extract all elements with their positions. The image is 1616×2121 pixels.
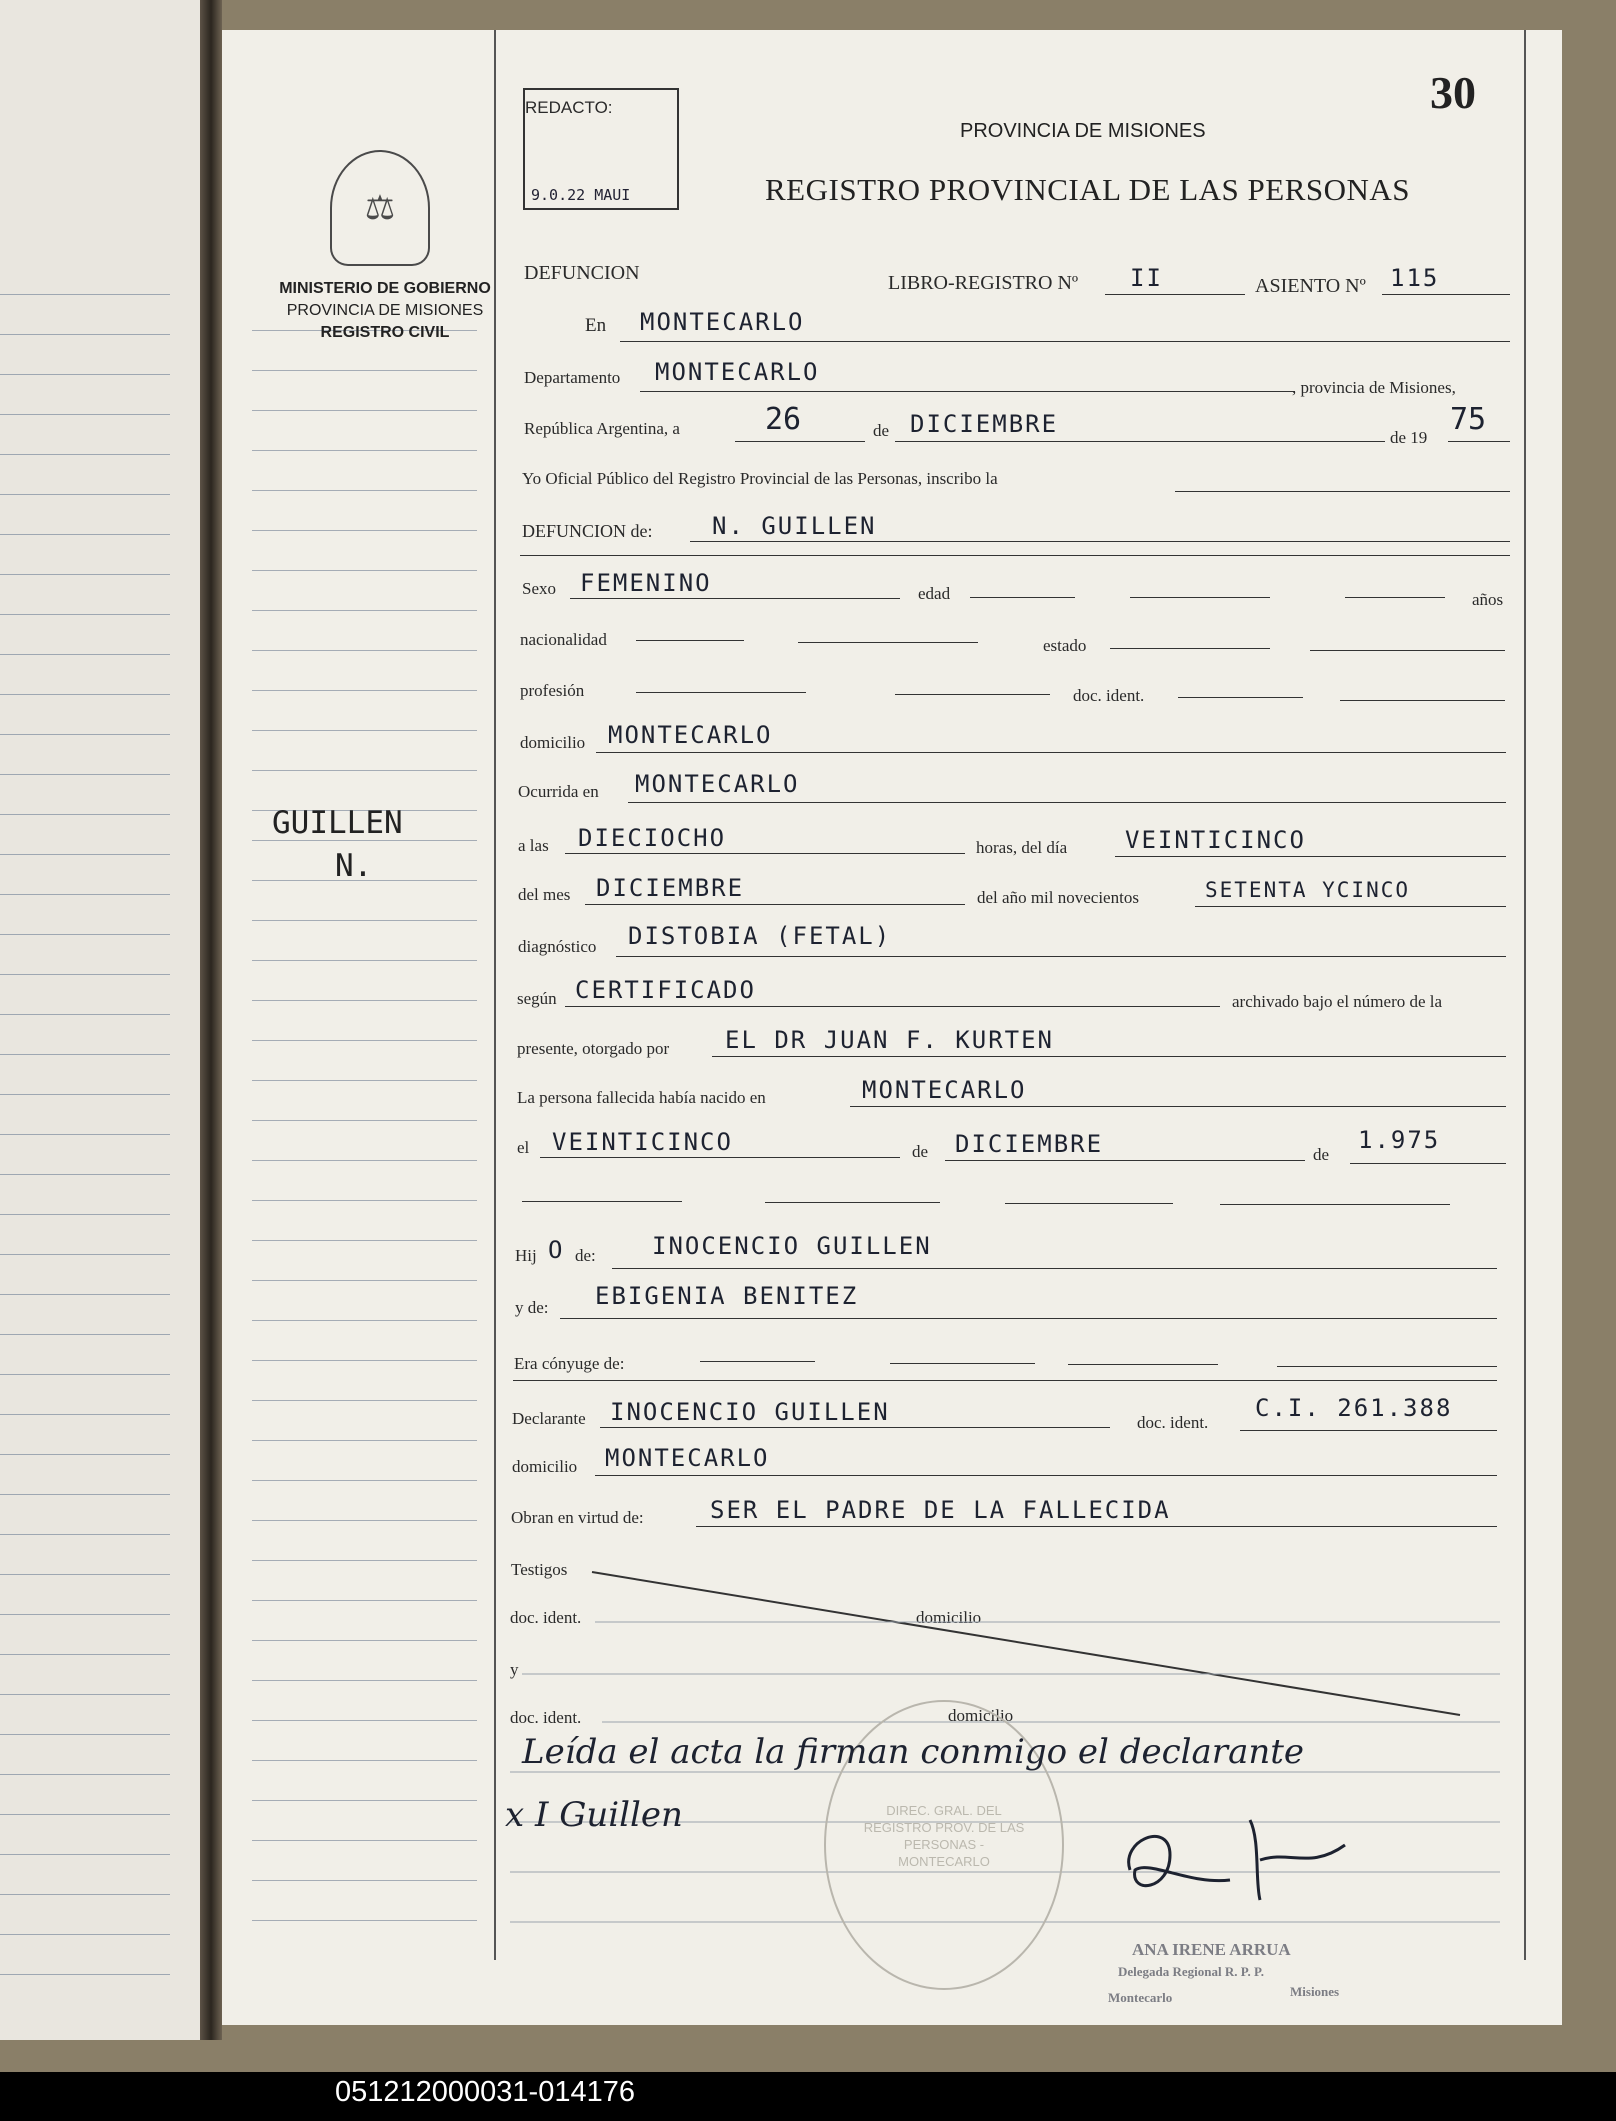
presente-label: presente, otorgado por (517, 1039, 670, 1058)
archivado-label: archivado bajo el número de la (1232, 992, 1443, 1011)
de3-label: de (1313, 1145, 1330, 1164)
domicilio-label: domicilio (520, 733, 586, 752)
el-label: el (517, 1138, 530, 1157)
ministry-line: MINISTERIO DE GOBIERNO (279, 280, 491, 297)
declarante-label: Declarante (512, 1409, 586, 1428)
diagnostico-label: diagnóstico (518, 937, 597, 956)
margin-initial: N. (335, 848, 373, 884)
testigos-label: Testigos (511, 1560, 568, 1579)
anio-value: 75 (1450, 402, 1487, 437)
defuncion-de-value: N. GUILLEN (712, 512, 877, 540)
nac-anio-value: 1.975 (1358, 1126, 1441, 1154)
province-line: PROVINCIA DE MISIONES (286, 302, 484, 319)
libro-label: LIBRO-REGISTRO Nº (888, 272, 1079, 294)
act-type-label: DEFUNCION (524, 262, 640, 284)
sexo-value: FEMENINO (580, 569, 712, 597)
oficial-text: Yo Oficial Público del Registro Provincial de las Personas, inscribo la (522, 469, 998, 488)
y-label: y (510, 1660, 519, 1679)
anio-mil-label: del año mil novecientos (977, 888, 1139, 907)
declarant-signature: x I Guillen (505, 1795, 683, 1835)
margin-surname: GUILLEN (272, 805, 403, 841)
en-label: En (585, 315, 607, 336)
anio-mil-value: SETENTA YCINCO (1205, 878, 1411, 902)
domicilio2-value: MONTECARLO (605, 1444, 770, 1472)
diagnostico-value: DISTOBIA (FETAL) (628, 922, 892, 950)
testigo-dom-label: domicilio (916, 1608, 982, 1627)
madre-value: EBIGENIA BENITEZ (595, 1282, 859, 1310)
testigo-dom2-label: domicilio (948, 1706, 1014, 1725)
asiento-value: 115 (1390, 264, 1440, 292)
a-las-value: DIECIOCHO (578, 824, 727, 852)
testigo-doc2-label: doc. ident. (510, 1708, 582, 1727)
ocurrida-label: Ocurrida en (518, 782, 599, 801)
departamento-label: Departamento (524, 368, 621, 387)
footer-bar (0, 2072, 1616, 2121)
yde-label: y de: (515, 1298, 549, 1317)
en-value: MONTECARLO (640, 308, 805, 336)
sexo-label: Sexo (522, 579, 556, 598)
officer-name: ANA IRENE ARRUA (1132, 1940, 1291, 1959)
seal-text: DIREC. GRAL. DEL REGISTRO PROV. DE LAS PERSONAS - MONTECARLO (863, 1803, 1025, 1869)
estado-label: estado (1043, 636, 1087, 655)
declarante-doc-value: C.I. 261.388 (1255, 1394, 1453, 1422)
hij-de-label: de: (575, 1246, 596, 1265)
civil-registry-line: REGISTRO CIVIL (320, 324, 450, 341)
de2-value: DICIEMBRE (955, 1130, 1104, 1158)
declarante-doc-label: doc. ident. (1137, 1413, 1209, 1432)
padre-value: INOCENCIO GUILLEN (652, 1232, 932, 1260)
barcode-text: 051212000031-014176 (335, 2076, 635, 2108)
departamento-value: MONTECARLO (655, 358, 820, 386)
asiento-label: ASIENTO Nº (1255, 275, 1366, 297)
officer-place-city: Montecarlo (1108, 1990, 1173, 2005)
de2-label: de (912, 1142, 929, 1161)
declarante-value: INOCENCIO GUILLEN (610, 1398, 890, 1426)
segun-value: CERTIFICADO (575, 976, 756, 1004)
coat-of-arms-seal: ⚖ (330, 150, 430, 266)
officer-place-province: Misiones (1290, 1984, 1340, 1999)
nacido-value: MONTECARLO (862, 1076, 1027, 1104)
segun-label: según (517, 989, 557, 1008)
libro-value: II (1130, 264, 1163, 292)
profesion-label: profesión (520, 681, 585, 700)
conyuge-label: Era cónyuge de: (514, 1354, 625, 1373)
a-las-label: a las (518, 836, 549, 855)
obran-value: SER EL PADRE DE LA FALLECIDA (710, 1496, 1171, 1524)
stamp-label: REDACTO: (525, 98, 613, 117)
nacido-label: La persona fallecida había nacido en (517, 1088, 766, 1107)
republica-label: República Argentina, a (524, 419, 680, 438)
de19-label: de 19 (1390, 428, 1428, 447)
dia-texto: VEINTICINCO (1125, 826, 1306, 854)
ocurrida-value: MONTECARLO (635, 770, 800, 798)
domicilio-value: MONTECARLO (608, 721, 773, 749)
page-number: 30 (1430, 67, 1476, 118)
defuncion-de-label: DEFUNCION de: (522, 521, 653, 541)
provincia-text: , provincia de Misiones, (1292, 378, 1456, 397)
el-value: VEINTICINCO (552, 1128, 733, 1156)
presente-value: EL DR JUAN F. KURTEN (725, 1026, 1054, 1054)
dia-value: 26 (765, 402, 802, 437)
officer-title: Delegada Regional R. P. P. (1118, 1964, 1265, 1979)
closing-statement: Leída el acta la firman conmigo el declarante (522, 1732, 1305, 1772)
mes-value: DICIEMBRE (910, 410, 1059, 438)
de-label: de (873, 421, 890, 440)
domicilio2-label: domicilio (512, 1457, 578, 1476)
officer-signature (1110, 1800, 1370, 1920)
horas-label: horas, del día (976, 838, 1068, 857)
obran-label: Obran en virtud de: (511, 1508, 644, 1527)
hij-label: Hij (515, 1246, 537, 1265)
nacionalidad-label: nacionalidad (520, 630, 607, 649)
registry-title: REGISTRO PROVINCIAL DE LAS PERSONAS (765, 172, 1411, 207)
doc-ident-label: doc. ident. (1073, 686, 1145, 705)
province-title: PROVINCIA DE MISIONES (960, 120, 1206, 142)
stamp-value: 9.0.22 MAUI (531, 186, 631, 204)
testigo-doc-label: doc. ident. (510, 1608, 582, 1627)
del-mes-value: DICIEMBRE (596, 874, 745, 902)
hij-suffix: O (548, 1236, 565, 1264)
edad-label: edad (918, 584, 951, 603)
anos-label: años (1472, 590, 1504, 609)
del-mes-label: del mes (518, 885, 571, 904)
